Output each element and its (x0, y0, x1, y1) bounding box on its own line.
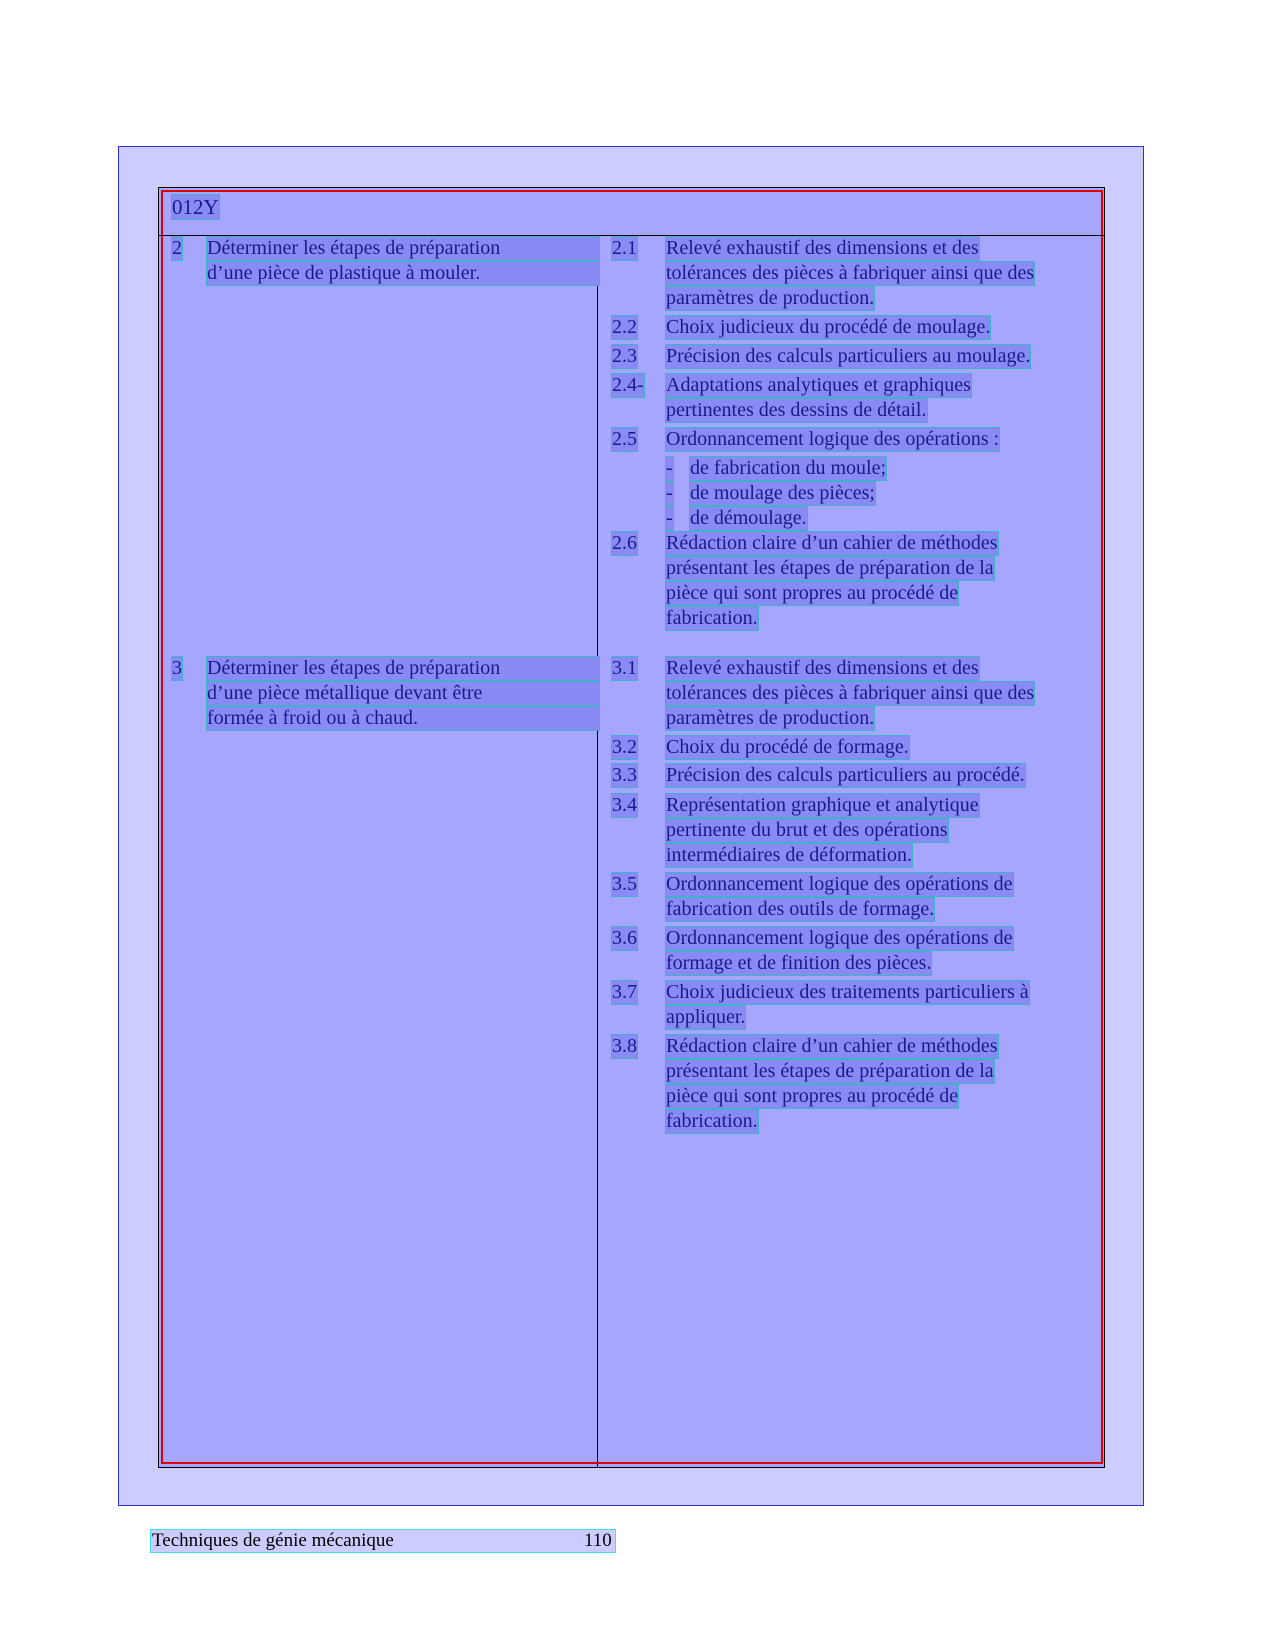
criterion-number: 3.8 (612, 1035, 637, 1057)
criterion-text-line: intermédiaires de déformation. (666, 844, 913, 866)
competency-code: 012Y (172, 195, 219, 219)
criterion-bullet-mark: - (666, 482, 673, 504)
criterion-number: 3.1 (612, 657, 637, 679)
competency-statement-line: Déterminer les étapes de préparation (207, 657, 599, 680)
criterion-text-line: tolérances des pièces à fabriquer ainsi que des (666, 262, 1035, 284)
criterion-text-line: tolérances des pièces à fabriquer ainsi que des (666, 682, 1035, 704)
page-number: 110 (584, 1530, 612, 1551)
criterion-number: 3.7 (612, 981, 637, 1003)
criterion-text-line: Choix judicieux des traitements particuliers à (666, 981, 1029, 1003)
criterion-text-line: Ordonnancement logique des opérations : (666, 428, 1000, 450)
criterion-text-line: Choix judicieux du procédé de moulage. (666, 316, 991, 338)
competency-statement-line: Déterminer les étapes de préparation (207, 237, 599, 260)
criterion-text-line: fabrication. (666, 607, 758, 629)
criterion-text-line: pertinente du brut et des opérations (666, 819, 948, 841)
criterion-text-line: présentant les étapes de préparation de la (666, 1060, 994, 1082)
criterion-text-line: Ordonnancement logique des opérations de (666, 873, 1013, 895)
criterion-text-line: pièce qui sont propres au procédé de (666, 582, 959, 604)
criterion-text-line: présentant les étapes de préparation de la (666, 557, 994, 579)
criterion-text-line: Relevé exhaustif des dimensions et des (666, 657, 979, 679)
criterion-number: 2.3 (612, 345, 637, 367)
criterion-text-line: fabrication. (666, 1110, 758, 1132)
criterion-bullet-text: de moulage des pièces; (690, 482, 875, 504)
footer-title: Techniques de génie mécanique (152, 1530, 394, 1551)
criterion-text-line: appliquer. (666, 1006, 746, 1028)
criterion-text-line: pièce qui sont propres au procédé de (666, 1085, 959, 1107)
criterion-text-line: Relevé exhaustif des dimensions et des (666, 237, 979, 259)
criterion-text-line: Ordonnancement logique des opérations de (666, 927, 1013, 949)
criterion-text-line: Représentation graphique et analytique (666, 794, 979, 816)
criterion-number: 3.6 (612, 927, 637, 949)
criterion-text-line: Choix du procédé de formage. (666, 736, 909, 758)
column-divider (597, 236, 598, 1467)
competency-statement-line: d’une pièce de plastique à mouler. (207, 262, 599, 285)
criterion-bullet-text: de fabrication du moule; (690, 457, 887, 479)
competency-number: 2 (172, 237, 182, 259)
criterion-number: 3.2 (612, 736, 637, 758)
criterion-number: 3.4 (612, 794, 637, 816)
criterion-text-line: Rédaction claire d’un cahier de méthodes (666, 1035, 998, 1057)
header-divider (159, 235, 1104, 236)
criterion-number: 2.5 (612, 428, 637, 450)
criterion-number: 2.1 (612, 237, 637, 259)
criterion-text-line: fabrication des outils de formage. (666, 898, 935, 920)
criterion-text-line: Précision des calculs particuliers au procédé. (666, 764, 1025, 786)
criterion-text-line: paramètres de production. (666, 287, 875, 309)
competency-number: 3 (172, 657, 182, 679)
criterion-text-line: Précision des calculs particuliers au moulage. (666, 345, 1031, 367)
criterion-text-line: Adaptations analytiques et graphiques (666, 374, 971, 396)
criterion-number: 3.3 (612, 764, 637, 786)
criterion-bullet-text: de démoulage. (690, 507, 807, 529)
competency-statement-line: formée à froid ou à chaud. (207, 707, 599, 730)
criterion-number: 2.6 (612, 532, 637, 554)
criterion-bullet-mark: - (666, 457, 673, 479)
criterion-number: 2.4- (612, 374, 644, 396)
criterion-text-line: formage et de finition des pièces. (666, 952, 932, 974)
criterion-text-line: pertinentes des dessins de détail. (666, 399, 927, 421)
criterion-bullet-mark: - (666, 507, 673, 529)
criterion-number: 2.2 (612, 316, 637, 338)
criterion-text-line: Rédaction claire d’un cahier de méthodes (666, 532, 998, 554)
competency-statement-line: d’une pièce métallique devant être (207, 682, 599, 705)
criterion-text-line: paramètres de production. (666, 707, 875, 729)
criterion-number: 3.5 (612, 873, 637, 895)
